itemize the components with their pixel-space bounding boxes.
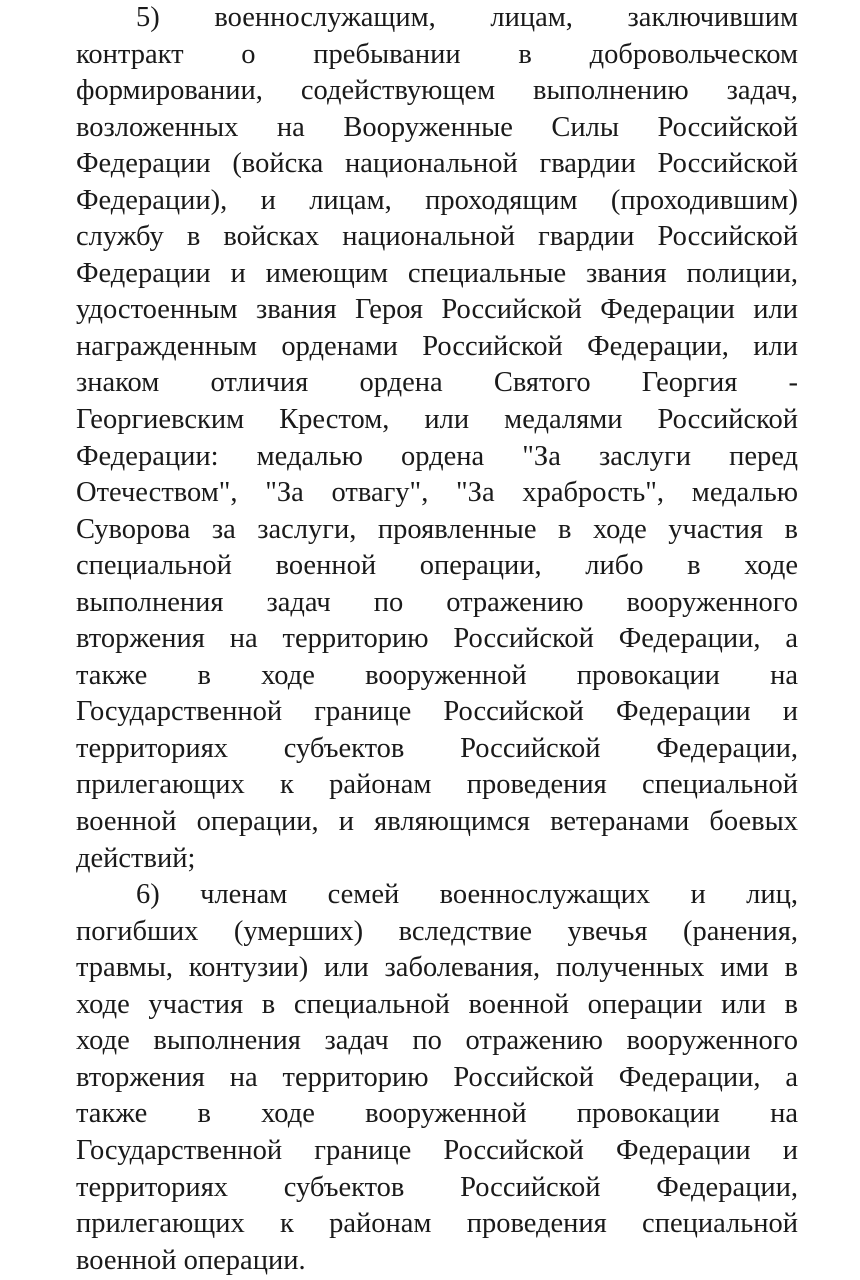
text-line: также в ходе вооруженной провокации на <box>76 1098 798 1130</box>
text-line: контракт о пребывании в добровольческом <box>76 38 798 70</box>
text-line: службу в войсках национальной гвардии Российской <box>76 221 798 253</box>
text-line: удостоенным звания Героя Российской Федерации или <box>76 294 798 326</box>
paragraph-item-6 <box>76 877 798 1279</box>
text-line: Суворова за заслуги, проявленные в ходе участия в <box>76 513 798 545</box>
text-line: специальной военной операции, либо в ходе <box>76 550 798 582</box>
text-line: травмы, контузии) или заболевания, полученных ими в <box>76 952 798 984</box>
text-line: возложенных на Вооруженные Силы Российской <box>76 111 798 143</box>
text-line: вторжения на территорию Российской Федерации, а <box>76 623 798 655</box>
text-line: Государственной границе Российской Федерации и <box>76 1134 798 1166</box>
text-line: вторжения на территорию Российской Федерации, а <box>76 1061 798 1093</box>
text-line: Федерации: медалью ордена "За заслуги перед <box>76 440 798 472</box>
text-line: Георгиевским Крестом, или медалями Российской <box>76 404 798 436</box>
text-line: Отечеством", "За отвагу", "За храбрость", медалью <box>76 477 798 509</box>
text-line: Федерации и имеющим специальные звания полиции, <box>76 257 798 289</box>
text-line: прилегающих к районам проведения специальной <box>76 769 798 801</box>
text-line: также в ходе вооруженной провокации на <box>76 659 798 691</box>
text-line: награжденным орденами Российской Федерации, или <box>76 330 798 362</box>
text-line: выполнения задач по отражению вооруженного <box>76 586 798 618</box>
text-line: военной операции. <box>76 1244 306 1276</box>
text-line: ходе участия в специальной военной операции или в <box>76 988 798 1020</box>
text-line: 6) членам семей военнослужащих и лиц, <box>136 879 798 911</box>
paragraph-item-5 <box>76 0 798 877</box>
text-line: Федерации (войска национальной гвардии Российской <box>76 148 798 180</box>
text-line: Государственной границе Российской Федерации и <box>76 696 798 728</box>
text-line: знаком отличия ордена Святого Георгия - <box>76 367 798 399</box>
text-line: погибших (умерших) вследствие увечья (ранения, <box>76 915 798 947</box>
document-page <box>76 0 798 1280</box>
text-line: военной операции, и являющимся ветеранами боевых <box>76 806 798 838</box>
text-line: ходе выполнения задач по отражению вооруженного <box>76 1025 798 1057</box>
text-line: прилегающих к районам проведения специальной <box>76 1208 798 1240</box>
text-line: территориях субъектов Российской Федерации, <box>76 732 798 764</box>
text-line: действий; <box>76 842 196 874</box>
text-line: территориях субъектов Российской Федерации, <box>76 1171 798 1203</box>
text-line: 5) военнослужащим, лицам, заключившим <box>136 2 798 33</box>
text-line: Федерации), и лицам, проходящим (проходившим) <box>76 184 798 216</box>
text-line: формировании, содействующем выполнению задач, <box>76 75 798 107</box>
